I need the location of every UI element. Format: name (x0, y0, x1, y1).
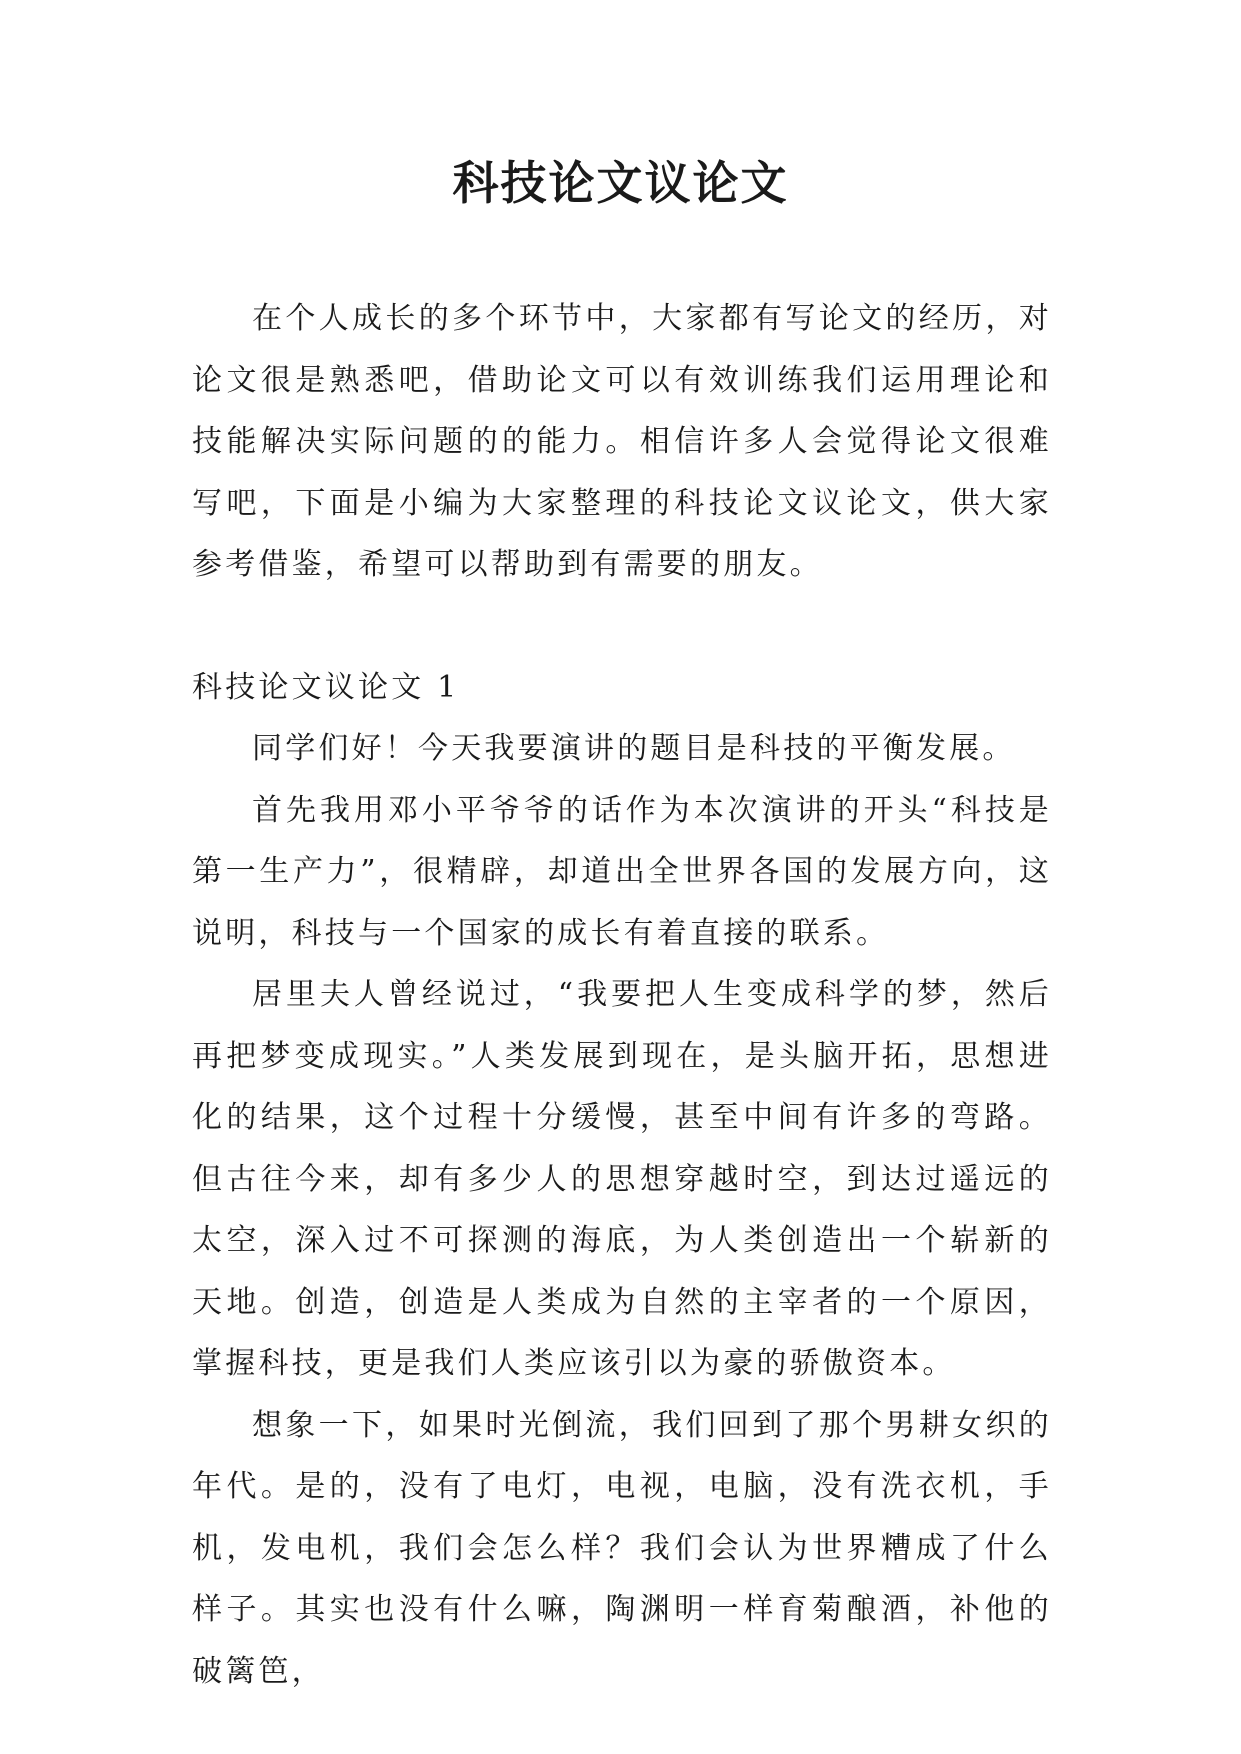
body-paragraph: 同学们好！今天我要演讲的题目是科技的平衡发展。 (252, 731, 1016, 766)
body-paragraph: 想象一下，如果时光倒流，我们回到了那个男耕女织的年代。是的，没有了电灯，电视，电脑，没有洗衣机，手机，发电机，我们会怎么样？我们会认为世界糟成了什么样子。其实也没有什么嘛，陶渊明一样育菊酿酒，补他的破篱笆， (192, 1407, 1052, 1689)
body-paragraph: 首先我用邓小平爷爷的话作为本次演讲的开头“科技是第一生产力”，很精辟，却道出全世界各国的发展方向，这说明，科技与一个国家的成长有着直接的联系。 (192, 792, 1052, 951)
document-body (192, 288, 1052, 1702)
body-paragraph: 居里夫人曾经说过，“我要把人生变成科学的梦，然后再把梦变成现实。”人类发展到现在，是头脑开拓，思想进化的结果，这个过程十分缓慢，甚至中间有许多的弯路。但古往今来，却有多少人的思想穿越时空，到达过遥远的太空，深入过不可探测的海底，为人类创造出一个崭新的天地。创造，创造是人类成为自然的主宰者的一个原因，掌握科技，更是我们人类应该引以为豪的骄傲资本。 (192, 977, 1052, 1381)
document-title: 科技论文议论文 (452, 156, 789, 210)
intro-paragraph: 在个人成长的多个环节中，大家都有写论文的经历，对论文很是熟悉吧，借助论文可以有效训练我们运用理论和技能解决实际问题的的能力。相信许多人会觉得论文很难写吧，下面是小编为大家整理的科技论文议论文，供大家参考借鉴，希望可以帮助到有需要的朋友。 (192, 301, 1052, 582)
section-heading: 科技论文议论文 1 (192, 669, 460, 705)
